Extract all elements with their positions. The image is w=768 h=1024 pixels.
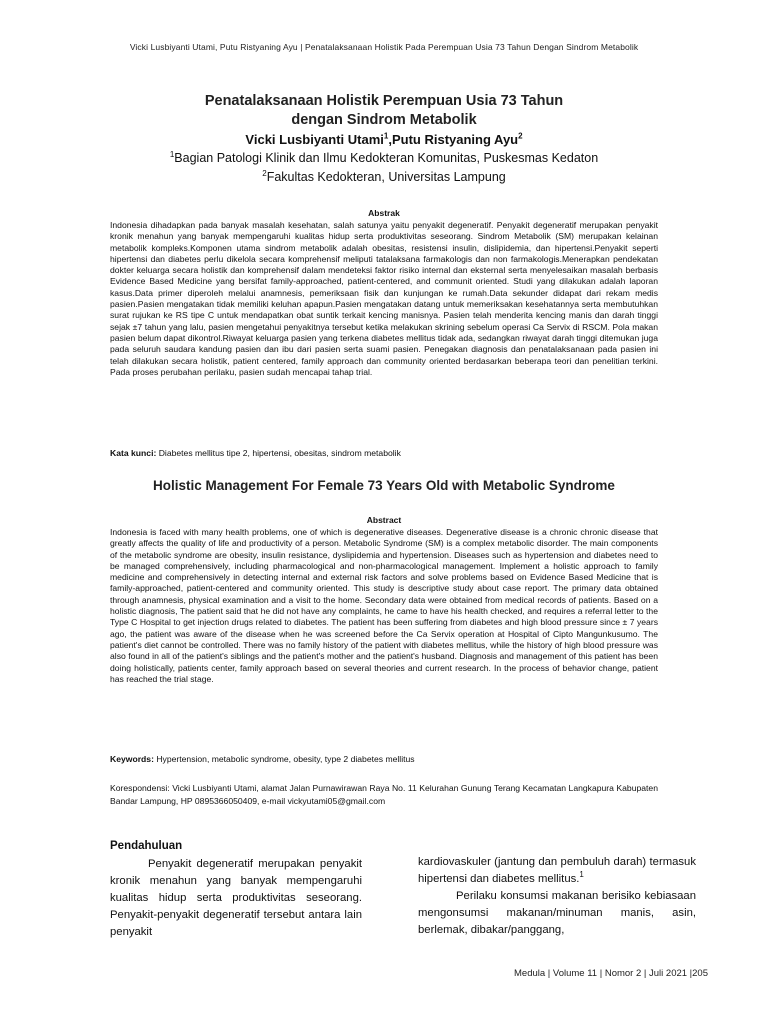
- author-separator: ,: [388, 132, 392, 147]
- kata-kunci-label: Kata kunci:: [110, 448, 157, 458]
- right-paragraph-1-text: kardiovaskuler (jantung dan pembuluh darah) termasuk hipertensi dan diabetes mellitus.: [418, 856, 696, 885]
- affiliation-1: [60, 149, 708, 168]
- authors: [60, 131, 708, 149]
- abstrak-body: Indonesia dihadapkan pada banyak masalah kesehatan, salah satunya yaitu penyakit degeneratif. Penyakit degeneratif merupakan penyakit kronik menahun yang banyak mempengaruhi kualitas hidup serta produktivitas seseorang. Sindrom Metabolik (SM) merupakan kelainan metabolik kompleks.Komponen utama sindrom metabolik adalah obesitas, resistensi insulin, dislipidemia, dan hipertensi.Penyakit seperti hipertensi dan diabetes perlu dikelola secara komprehensif meliputi tatalaksana farmakologis dan non farmakologis.Menerapkan pendekatan dokter keluarga secara holistik dan komprehensif dalam mendeteksi faktor risiko internal dan eksternal serta menyelesaikan masalah berbasis Evidence Based Medicine yang bersifat family-approached, patient-centered, and communit oriented. Studi yang dilakukan adalah laporan kasus.Data primer diperoleh melalui anamnesis, pemeriksaan fisik dan kunjungan ke rumah.Data sekunder didapat dari rekam medis pasien.Pasien mengatakan tidak memiliki keluhan apapun.Pasien mengatakan datang untuk memeriksakan kesehatannya serta membutuhkan surat rujukan ke RS tipe C untuk mendapatkan obat suntik terkait kencing manisnya. Pasien telah menderita kencing manis dan darah tinggi sejak ±7 tahun yang lalu, pasien mengetahui penyakitnya tersebut ketika melakukan skrining sebelum operasi Ca Servix di RSCM. Pola makan pasien belum dapat dikontrol.Riwayat keluarga pasien yang terkena diabetes mellitus tidak ada, sedangkan riwayat darah tinggi ditemukan juga pada seluruh saudara kandung pasien dan ibu dari pasien serta suami pasien. Penegakan diagnosis dan penatalaksanaan pada pasien ini telah dilakukan secara holistik, patient centered, family approach dan community oriented berdasarkan beberapa teori dan penelitian terkini. Pada proses perubahan perilaku, pasien sudah mencapai tahap trial.: [110, 220, 658, 377]
- affiliation-2-sup: 2: [262, 168, 267, 178]
- section-title-pendahuluan: Pendahuluan: [110, 840, 183, 852]
- affiliation-1-text: Bagian Patologi Klinik dan Ilmu Kedokteran Komunitas, Puskesmas Kedaton: [174, 151, 599, 165]
- abstract-heading: Abstract: [366, 515, 402, 525]
- right-paragraph-2: Perilaku konsumsi makanan berisiko kebiasaan mengonsumsi makanan/minuman manis, asin, berlemak, dibakar/panggang,: [418, 890, 696, 936]
- right-paragraph-1: [418, 854, 696, 888]
- abstrak-heading: Abstrak: [368, 208, 400, 218]
- affiliation-2: [60, 168, 708, 187]
- kata-kunci: [110, 448, 658, 459]
- body-column-left: [110, 838, 362, 941]
- keywords-text: Hypertension, metabolic syndrome, obesity, type 2 diabetes mellitus: [153, 754, 415, 764]
- affiliation-2-text: Fakultas Kedokteran, Universitas Lampung: [266, 170, 506, 184]
- author-2: Putu Ristyaning Ayu: [391, 132, 519, 147]
- author-1: Vicki Lusbiyanti Utami: [245, 132, 384, 147]
- english-title: Holistic Management For Female 73 Years Old with Metabolic Syndrome: [153, 478, 615, 493]
- left-paragraph: Penyakit degeneratif merupakan penyakit kronik menahun yang banyak mempengaruhi kualitas hidup serta produktivitas seseorang. Penyakit-penyakit degeneratif tersebut antara lain penyakit: [110, 858, 362, 938]
- article-title-line-2: dengan Sindrom Metabolik: [291, 112, 477, 128]
- author-2-sup: 2: [518, 131, 523, 141]
- running-header: Vicki Lusbiyanti Utami, Putu Ristyaning Ayu | Penatalaksanaan Holistik Pada Perempuan Usia 73 Tahun Dengan Sindrom Metabolik: [129, 42, 639, 52]
- article-title-line-1: Penatalaksanaan Holistik Perempuan Usia 73 Tahun: [204, 93, 564, 109]
- keywords: [110, 754, 658, 765]
- page-footer: Medula | Volume 11 | Nomor 2 | Juli 2021 |205: [514, 968, 708, 979]
- body-column-right: [418, 854, 696, 939]
- keywords-label: Keywords:: [110, 754, 154, 764]
- abstract-body: Indonesia is faced with many health problems, one of which is degenerative diseases. Degenerative disease is a chronic chronic disease that greatly affects the quality of life and productivity of a person. Metabolic Syndrome (SM) is a complex metabolic disorder. The main components of the metabolic syndrome are obesity, insulin resistance, dyslipidemia and hypertension. Diseases such as hypertension and diabetes need to be managed comprehensively, including pharmacological and non-pharmacological management. Implement a holistic approach to family medicine and comprehensively in detecting internal and external risk factors and solve problems based on Evidence Based Medicine that is family-approached, patient-centered and community oriented. This study is descriptive study about case report. The primary data obtained through anamnesis, physical examination and a visit to the home. Secondary data were obtained from medical records of patients. Based on a holistic diagnosis, The patient said that he did not have any complaints, he came to have his health checked, and requires a referral letter to the Type C Hospital to get injection drugs related to diabetes. The patient has been suffering from diabetes and high blood pressure since ± 7 years ago, the patient was aware of the disease when he was screened before the Ca Servix operation at Hospital of Cipto Mangunkusumo. The patient's diet cannot be controlled. There was no family history of the patient with diabetes mellitus, while the history of high blood pressure was also found in all of the patient's siblings and the patient's mother and the patient's husband. Diagnosis and management of this patient has been doing holistically, patients center, family approach based on several theories and current research. In the process of behavior change, patient has reached the trial stage.: [110, 527, 658, 684]
- title-block: [60, 92, 708, 187]
- correspondence: Korespondensi: Vicki Lusbiyanti Utami, alamat Jalan Purnawirawan Raya No. 11 Kelurahan Gunung Terang Kecamatan Langkapura Kabupaten Bandar Lampung, HP 0895366050409, e-mail vickyutami05@gmail.com: [110, 783, 658, 806]
- kata-kunci-text: Diabetes mellitus tipe 2, hipertensi, obesitas, sindrom metabolik: [156, 448, 401, 458]
- affiliation-1-sup: 1: [169, 149, 175, 159]
- author-1-sup: 1: [383, 131, 389, 141]
- right-paragraph-1-sup: 1: [579, 870, 584, 880]
